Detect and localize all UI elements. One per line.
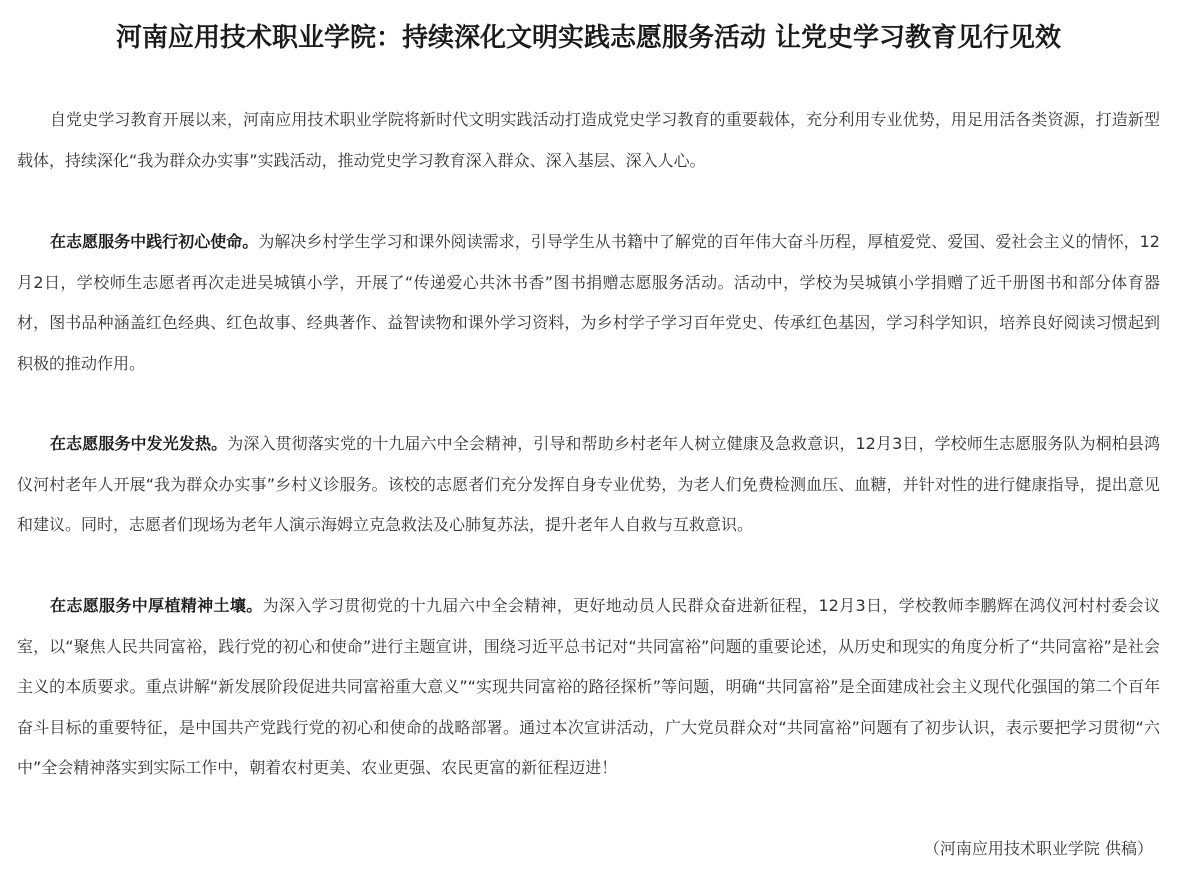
section-paragraph-3 <box>17 586 1160 789</box>
section-paragraph-2 <box>17 424 1160 546</box>
section-lead-1: 在志愿服务中践行初心使命。 <box>50 232 259 251</box>
section-body-1: 为解决乡村学生学习和课外阅读需求，引导学生从书籍中了解党的百年伟大奋斗历程，厚植爱党、爱国、爱社会主义的情怀，12月2日，学校师生志愿者再次走进吴城镇小学，开展了“传递爱心共沐书香”图书捐赠志愿服务活动。活动中，学校为吴城镇小学捐赠了近千册图书和部分体育器材，图书品种涵盖红色经典、红色故事、经典著作、益智读物和课外学习资料，为乡村学子学习百年党史、传承红色基因，学习科学知识，培养良好阅读习惯起到积极的推动作用。 <box>17 232 1160 373</box>
article-title: 河南应用技术职业学院：持续深化文明实践志愿服务活动 让党史学习教育见行见效 <box>115 23 1062 53</box>
section-lead-3: 在志愿服务中厚植精神土壤。 <box>50 596 263 615</box>
section-body-3: 为深入学习贯彻党的十九届六中全会精神，更好地动员人民群众奋进新征程，12月3日，学校教师李鹏辉在鸿仪河村村委会议室，以“聚焦人民共同富裕，践行党的初心和使命”进行主题宣讲，围绕习近平总书记对“共同富裕”问题的重要论述，从历史和现实的角度分析了“共同富裕”是社会主义的本质要求。重点讲解“新发展阶段促进共同富裕重大意义”“实现共同富裕的路径探析”等问题，明确“共同富裕”是全面建成社会主义现代化强国的第二个百年奋斗目标的重要特征，是中国共产党践行党的初心和使命的战略部署。通过本次宣讲活动，广大党员群众对“共同富裕”问题有了初步认识，表示要把学习贯彻“六中”全会精神落实到实际工作中，朝着农村更美、农业更强、农民更富的新征程迈进！ <box>17 596 1160 777</box>
section-body-2: 为深入贯彻落实党的十九届六中全会精神，引导和帮助乡村老年人树立健康及急救意识，12月3日，学校师生志愿服务队为桐柏县鸿仪河村老年人开展“我为群众办实事”乡村义诊服务。该校的志愿者们充分发挥自身专业优势，为老人们免费检测血压、血糖，并针对性的进行健康指导，提出意见和建议。同时，志愿者们现场为老年人演示海姆立克急救法及心肺复苏法，提升老年人自救与互救意识。 <box>17 434 1160 534</box>
source-credit: （河南应用技术职业学院 供稿） <box>923 839 1153 858</box>
section-lead-2: 在志愿服务中发光发热。 <box>50 434 228 453</box>
intro-paragraph: 自党史学习教育开展以来，河南应用技术职业学院将新时代文明实践活动打造成党史学习教育的重要载体，充分利用专业优势，用足用活各类资源，打造新型载体，持续深化“我为群众办实事”实践活动，推动党史学习教育深入群众、深入基层、深入人心。 <box>17 110 1160 170</box>
section-paragraph-1 <box>17 222 1160 384</box>
